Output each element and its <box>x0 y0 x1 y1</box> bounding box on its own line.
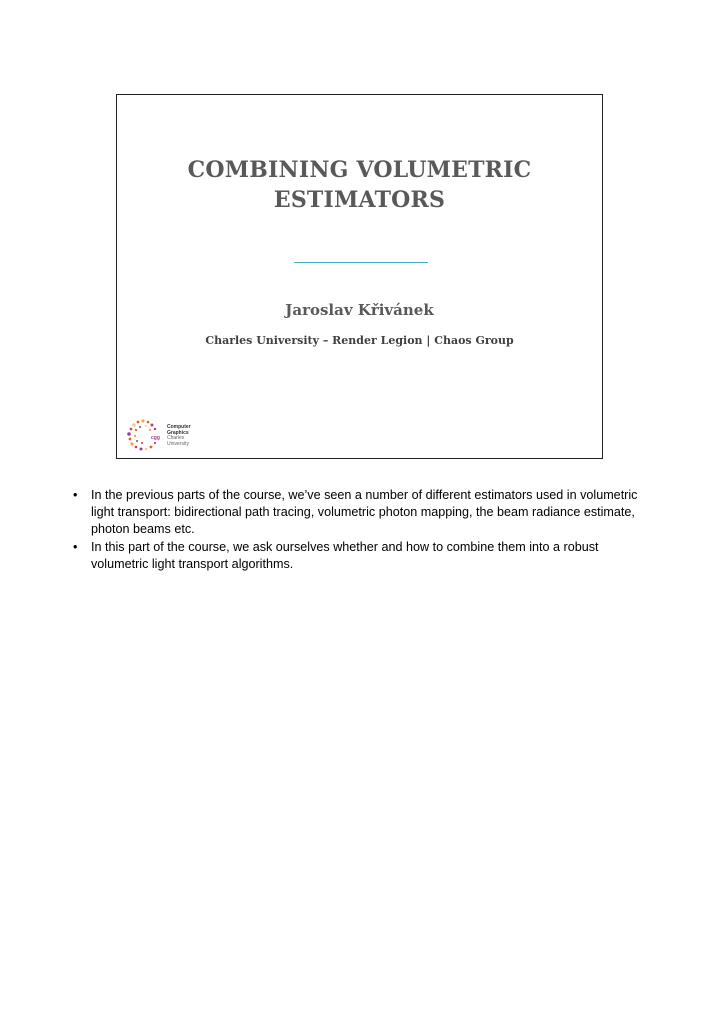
notes-item <box>73 487 643 538</box>
cgg-dots-logo-icon <box>122 417 164 453</box>
slide-title-line-2: ESTIMATORS <box>273 187 446 213</box>
slide-title <box>117 155 602 215</box>
logo-line-3: Charles <box>167 435 185 441</box>
bullet-icon: • <box>73 488 78 502</box>
slide-title-line-1: COMBINING VOLUMETRIC <box>187 157 532 183</box>
logo-text <box>167 425 191 447</box>
bullet-icon: • <box>73 540 78 554</box>
cgg-logo <box>122 417 202 453</box>
svg-text:cgg: cgg <box>151 435 160 441</box>
notes-item-text: In the previous parts of the course, we’ve seen a number of different estimators used in volumetric light transport: bidirectional path tracing, volumetric photon mapping, the beam radiance estimate, photon beams etc. <box>91 488 638 536</box>
logo-line-1: Computer <box>167 424 191 430</box>
logo-line-4: University <box>167 440 189 447</box>
slide-thumbnail <box>116 94 603 459</box>
title-divider <box>294 262 428 263</box>
notes-item-text: In this part of the course, we ask ourselves whether and how to combine them into a robust volumetric light transport algorithms. <box>91 540 599 571</box>
logo-line-2: Graphics <box>167 429 189 436</box>
slide-affiliation: Charles University – Render Legion | Chaos Group <box>205 334 514 347</box>
speaker-notes <box>73 487 643 574</box>
slide-author: Jaroslav Křivánek <box>285 301 434 319</box>
notes-item <box>73 539 643 573</box>
